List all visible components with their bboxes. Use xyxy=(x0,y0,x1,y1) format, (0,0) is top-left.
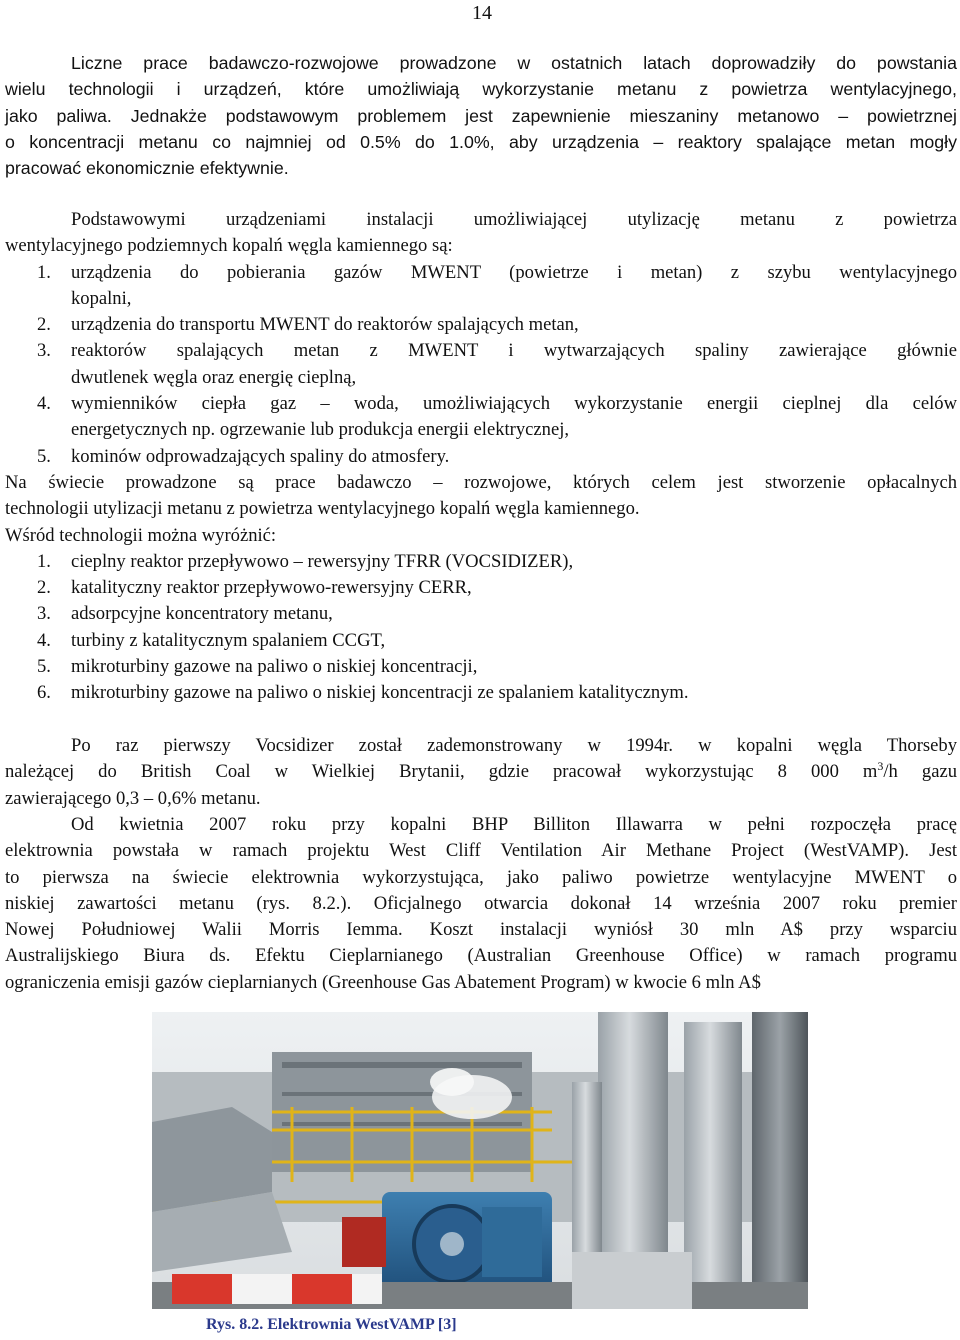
paragraph-devices xyxy=(5,207,957,470)
list-item xyxy=(5,338,957,391)
p3-line-2: technologii utylizacji metanu z powietrza wentylacyjnego kopalń węgla kamiennego. xyxy=(5,498,640,520)
list-item xyxy=(5,549,957,575)
technologies-list xyxy=(5,549,957,707)
list-number: 1. xyxy=(37,261,51,283)
list-item-text: kominów odprowadzających spaliny do atmosfery. xyxy=(71,445,450,467)
list-item-text: adsorpcyjne koncentratory metanu, xyxy=(71,603,333,625)
list-item-text: reaktorów spalających metan z MWENT i wytwarzających spaliny zawierające głównie xyxy=(71,340,957,362)
list-number: 4. xyxy=(37,393,51,415)
p4-line-2-end: /h gazu xyxy=(883,761,957,783)
p1-line-2: wielu technologii i urządzeń, które umożliwiają wykorzystanie metanu z powietrza wentylacyjnego, xyxy=(5,79,957,100)
paragraph-vocsidizer xyxy=(5,733,957,812)
list-item-text: kopalni, xyxy=(71,287,132,309)
p2-intro-line-2: wentylacyjnego podziemnych kopalń węgla kamiennego są: xyxy=(5,235,453,257)
list-item-text: katalityczny reaktor przepływowo-rewersyjny CERR, xyxy=(71,577,472,599)
page-number: 14 xyxy=(472,2,492,24)
list-item-line xyxy=(37,444,957,470)
westvamp-plant-photo xyxy=(152,1012,808,1309)
p5-line-1: Od kwietnia 2007 roku przy kopalni BHP Billiton Illawarra w pełni rozpoczęła pracę xyxy=(71,814,957,835)
list-number: 1. xyxy=(37,550,51,572)
list-item-text: turbiny z katalitycznym spalaniem CCGT, xyxy=(71,629,386,651)
superscript: 3 xyxy=(877,759,884,774)
list-number: 6. xyxy=(37,682,51,704)
list-item-line xyxy=(37,417,957,443)
list-item-text: wymienników ciepła gaz – woda, umożliwiających wykorzystanie energii cieplnej dla celów xyxy=(71,393,957,415)
p3-line-1: Na świecie prowadzone są prace badawczo – rozwojowe, których celem jest stworzenie opłacalnych xyxy=(5,472,957,493)
figure-caption: Rys. 8.2. Elektrownia WestVAMP [3] xyxy=(206,1316,457,1333)
list-item xyxy=(5,628,957,654)
p5-line-6: Australijskiego Biura ds. Efektu Cieplarnianego (Australian Greenhouse Office) w ramach programu xyxy=(5,945,957,967)
list-item xyxy=(5,391,957,444)
list-item-line xyxy=(37,312,957,338)
list-item-line xyxy=(37,260,957,286)
p5-line-5: Nowej Południowej Walii Morris Iemma. Koszt instalacji wyniósł 30 mln A$ przy wsparciu xyxy=(5,919,957,941)
list-item-text: energetycznych np. ogrzewanie lub produkcja energii elektrycznej, xyxy=(71,419,570,441)
list-item-line xyxy=(37,365,957,391)
list-item-text: mikroturbiny gazowe na paliwo o niskiej koncentracji ze spalaniem katalitycznym. xyxy=(71,682,689,704)
list-number: 2. xyxy=(37,577,51,599)
devices-list xyxy=(5,260,957,470)
p5-line-7: ograniczenia emisji gazów cieplarnianych (Greenhouse Gas Abatement Program) w kwocie 6 mln A$ xyxy=(5,971,761,993)
p3-line-3: Wśród technologii można wyróżnić: xyxy=(5,524,277,546)
p4-line-2-text: należącej do British Coal w Wielkiej Brytanii, gdzie pracował wykorzystując 8 000 m xyxy=(5,761,878,783)
list-item xyxy=(5,680,957,706)
paragraph-westvamp xyxy=(5,812,957,996)
list-item-line xyxy=(37,338,957,364)
list-item-text: dwutlenek węgla oraz energię cieplną, xyxy=(71,366,357,388)
p1-line-4: o koncentracji metanu co najmniej od 0.5% do 1.0%, aby urządzenia – reaktory spalające metan mogły xyxy=(5,131,957,152)
list-number: 5. xyxy=(37,445,51,467)
list-item-text: cieplny reaktor przepływowo – rewersyjny TFRR (VOCSIDIZER), xyxy=(71,550,574,572)
list-item xyxy=(5,654,957,680)
list-item-line xyxy=(37,391,957,417)
p1-line-3: jako paliwa. Jednakże podstawowym problemem jest zapewnienie mieszaniny metanowo – powietrznej xyxy=(5,105,957,126)
list-item-line xyxy=(37,286,957,312)
list-item xyxy=(5,444,957,470)
p1-line-5: pracować ekonomicznie efektywnie. xyxy=(5,158,289,179)
list-number: 5. xyxy=(37,656,51,678)
list-number: 4. xyxy=(37,629,51,651)
p2-intro-line-1: Podstawowymi urządzeniami instalacji umożliwiającej utylizację metanu z powietrza xyxy=(71,209,957,230)
list-item-text: urządzenia do transportu MWENT do reaktorów spalających metan, xyxy=(71,314,579,336)
p5-line-3: to pierwsza na świecie elektrownia wykorzystująca, jako paliwo powietrze wentylacyjne MWENT o xyxy=(5,866,957,888)
p4-line-3: zawierającego 0,3 – 0,6% metanu. xyxy=(5,787,261,809)
list-number: 2. xyxy=(37,314,51,336)
list-item xyxy=(5,601,957,627)
list-item xyxy=(5,575,957,601)
list-number: 3. xyxy=(37,340,51,362)
p1-line-1: Liczne prace badawczo-rozwojowe prowadzone w ostatnich latach doprowadziły do powstania xyxy=(71,53,957,73)
p5-line-2: elektrownia powstała w ramach projektu West Cliff Ventilation Air Methane Project (WestVAMP). Jest xyxy=(5,840,957,862)
p5-line-4: niskiej zawartości metanu (rys. 8.2.). Oficjalnego otwarcia dokonał 14 września 2007 roku premier xyxy=(5,892,957,914)
list-item-text: mikroturbiny gazowe na paliwo o niskiej koncentracji, xyxy=(71,656,478,678)
list-item-text: urządzenia do pobierania gazów MWENT (powietrze i metan) z szybu wentylacyjnego xyxy=(71,261,957,283)
list-item xyxy=(5,312,957,338)
paragraph-technologies xyxy=(5,470,957,707)
paragraph-intro xyxy=(5,50,957,181)
p4-line-2 xyxy=(5,759,957,785)
p4-line-1: Po raz pierwszy Vocsidizer został zademonstrowany w 1994r. w kopalni węgla Thorseby xyxy=(71,735,957,756)
list-number: 3. xyxy=(37,603,51,625)
list-item xyxy=(5,260,957,313)
